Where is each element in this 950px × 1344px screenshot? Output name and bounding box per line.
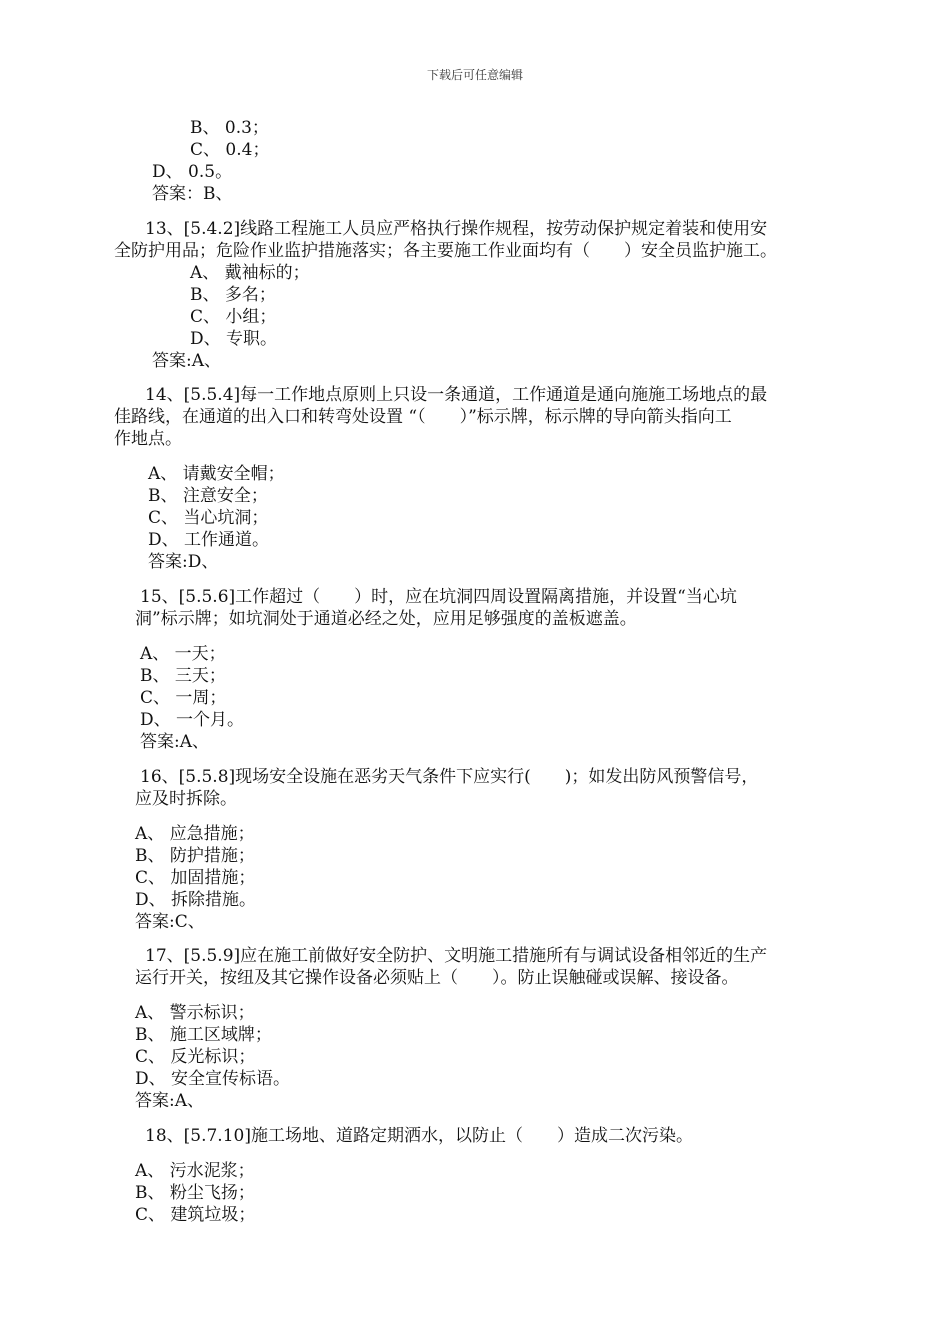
question-13-line-1: 13、[5.4.2]线路工程施工人员应严格执行操作规程，按劳动保护规定着装和使用安 [145,219,768,239]
answer: 答案:A、 [135,1091,205,1111]
answer: 答案:A、 [140,732,210,752]
option-b: B、 0.3； [190,118,269,138]
option-d: D、 安全宣传标语。 [135,1069,291,1089]
question-14-line-2: 佳路线，在通道的出入口和转弯处设置 “（ ）”标示牌，标示牌的导向箭头指向工 [114,407,732,427]
option-d: D、 专职。 [190,329,278,349]
page-header: 下载后可任意编辑 [426,68,523,82]
option-c: C、 0.4； [190,140,270,160]
option-d: D、 一个月。 [140,710,245,730]
option-a: A、 污水泥浆； [135,1161,255,1181]
option-b: B、 三天； [140,666,226,686]
option-c: C、 当心坑洞； [148,508,269,528]
option-a: A、 警示标识； [135,1003,255,1023]
question-16-line-2: 应及时拆除。 [135,789,237,809]
question-18-line-1: 18、[5.7.10]施工场地、道路定期洒水，以防止（ ）造成二次污染。 [145,1126,693,1146]
option-d: D、 工作通道。 [148,530,270,550]
question-17-line-1: 17、[5.5.9]应在施工前做好安全防护、文明施工措施所有与调试设备相邻近的生产 [145,946,768,966]
option-c: C、 一周； [140,688,227,708]
option-b: B、 注意安全； [148,486,268,506]
question-15-line-1: 15、[5.5.6]工作超过（ ）时，应在坑洞四周设置隔离措施，并设置“当心坑 [140,587,737,607]
option-d: D、 0.5。 [152,162,233,182]
question-14-line-1: 14、[5.5.4]每一工作地点原则上只设一条通道，工作通道是通向施施工场地点的最 [145,385,768,405]
option-c: C、 反光标识； [135,1047,256,1067]
question-17-line-2: 运行开关，按纽及其它操作设备必须贴上（ ）。防止误触碰或误解、接设备。 [135,968,739,988]
option-c: C、 建筑垃圾； [135,1205,256,1225]
option-c: C、 小组； [190,307,277,327]
option-a: A、 请戴安全帽； [148,464,285,484]
question-16-line-1: 16、[5.5.8]现场安全设施在恶劣天气条件下应实行( )；如发出防风预警信号， [140,767,759,787]
option-d: D、 拆除措施。 [135,890,257,910]
question-14-line-3: 作地点。 [114,429,182,449]
option-a: A、 应急措施； [135,824,255,844]
question-15-line-2: 洞”标示牌；如坑洞处于通道必经之处，应用足够强度的盖板遮盖。 [135,609,637,629]
answer: 答案:D、 [148,552,219,572]
option-a: A、 戴袖标的； [190,263,310,283]
option-b: B、 施工区域牌； [135,1025,272,1045]
option-b: B、 多名； [190,285,276,305]
option-a: A、 一天； [140,644,226,664]
answer: 答案:A、 [152,351,222,371]
option-b: B、 防护措施； [135,846,255,866]
answer: 答案：B、 [152,184,233,204]
option-c: C、 加固措施； [135,868,256,888]
answer: 答案:C、 [135,912,205,932]
question-13-line-2: 全防护用品；危险作业监护措施落实；各主要施工作业面均有（ ）安全员监护施工。 [114,241,777,261]
option-b: B、 粉尘飞扬； [135,1183,255,1203]
